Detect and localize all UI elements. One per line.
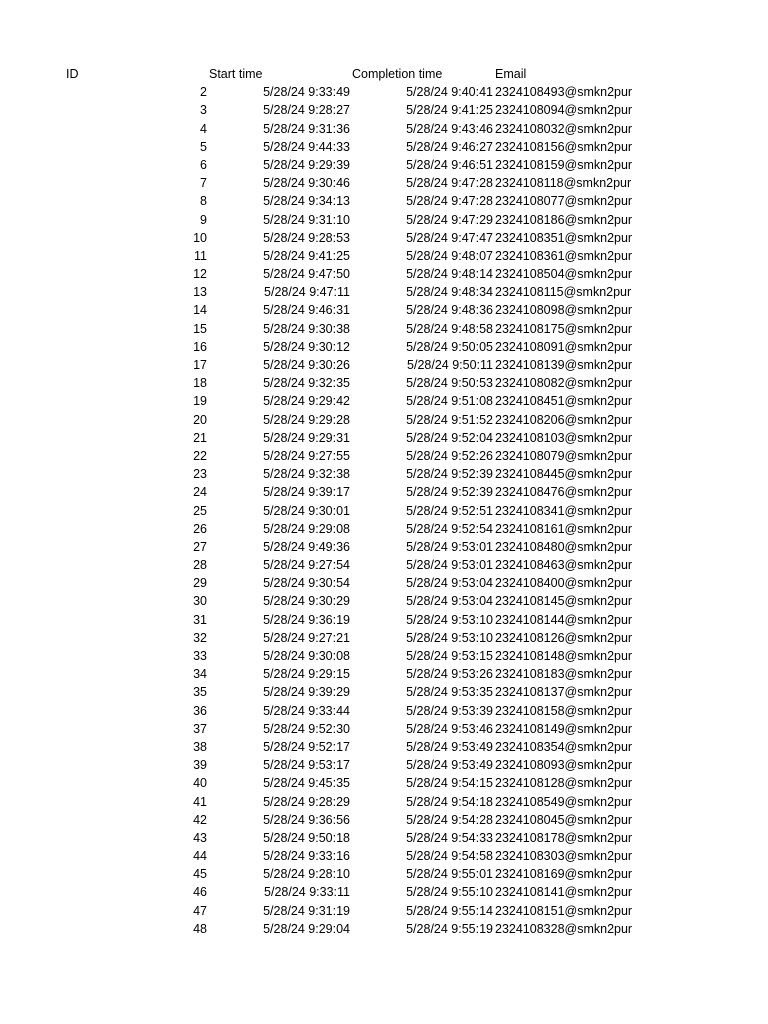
- cell-start-time: 5/28/24 9:30:01: [263, 503, 350, 518]
- cell-start-time: 5/28/24 9:39:29: [263, 685, 350, 700]
- cell-id: 28: [193, 558, 207, 573]
- cell-start-time: 5/28/24 9:27:54: [263, 558, 350, 573]
- cell-start-time: 5/28/24 9:52:17: [263, 739, 350, 754]
- table-row: [0, 156, 768, 174]
- cell-start-time: 5/28/24 9:30:08: [263, 649, 350, 663]
- cell-email: 2324108303@smkn2pur: [495, 849, 633, 864]
- table-row: [0, 793, 768, 811]
- cell-id: 21: [193, 430, 207, 445]
- cell-email: 2324108480@smkn2pur: [495, 539, 633, 554]
- cell-email: 2324108079@smkn2pur: [495, 448, 633, 463]
- cell-start-time: 5/28/24 9:28:27: [263, 103, 350, 118]
- cell-completion-time: 5/28/24 9:54:58: [406, 849, 493, 864]
- cell-id: 22: [193, 448, 207, 463]
- table-row: [0, 265, 768, 283]
- cell-start-time: 5/28/24 9:36:19: [263, 612, 350, 627]
- cell-id: 34: [193, 667, 207, 682]
- cell-email: 2324108082@smkn2pur: [495, 376, 633, 391]
- cell-completion-time: 5/28/24 9:46:27: [406, 139, 493, 154]
- cell-start-time: 5/28/24 9:33:11: [264, 885, 350, 900]
- header-row: [0, 65, 768, 83]
- cell-completion-time: 5/28/24 9:47:29: [406, 212, 493, 227]
- cell-start-time: 5/28/24 9:32:35: [263, 376, 350, 391]
- table-row: [0, 356, 768, 374]
- cell-id: 29: [193, 576, 207, 591]
- cell-email: 2324108493@smkn2pur: [495, 85, 633, 100]
- table-row: [0, 883, 768, 901]
- cell-start-time: 5/28/24 9:47:11: [264, 285, 350, 300]
- cell-completion-time: 5/28/24 9:53:15: [406, 649, 493, 663]
- cell-email: 2324108178@smkn2pur: [495, 830, 633, 845]
- table-row: [0, 429, 768, 447]
- cell-completion-time: 5/28/24 9:53:04: [406, 594, 493, 609]
- cell-id: 12: [193, 267, 207, 282]
- cell-id: 46: [193, 885, 207, 900]
- cell-email: 2324108093@smkn2pur: [495, 758, 633, 773]
- table-row: [0, 829, 768, 847]
- cell-start-time: 5/28/24 9:49:36: [263, 539, 350, 554]
- cell-start-time: 5/28/24 9:31:19: [263, 903, 350, 918]
- cell-id: 32: [193, 630, 207, 645]
- cell-email: 2324108158@smkn2pur: [495, 703, 633, 718]
- cell-email: 2324108361@smkn2pur: [495, 248, 633, 263]
- table-row: [0, 392, 768, 410]
- cell-start-time: 5/28/24 9:34:13: [263, 194, 350, 209]
- cell-id: 8: [200, 194, 207, 209]
- table-row: [0, 502, 768, 520]
- cell-email: 2324108118@smkn2pur: [495, 176, 632, 191]
- cell-id: 9: [200, 212, 207, 227]
- table-row: [0, 301, 768, 319]
- cell-email: 2324108091@smkn2pur: [495, 339, 633, 354]
- cell-completion-time: 5/28/24 9:50:05: [406, 339, 493, 354]
- cell-email: 2324108045@smkn2pur: [495, 812, 633, 827]
- cell-id: 18: [193, 376, 207, 391]
- cell-id: 11: [194, 248, 207, 263]
- cell-completion-time: 5/28/24 9:54:18: [406, 794, 493, 809]
- cell-completion-time: 5/28/24 9:55:14: [406, 903, 493, 918]
- cell-completion-time: 5/28/24 9:52:04: [406, 430, 493, 445]
- cell-email: 2324108115@smkn2pur: [495, 285, 632, 300]
- header-start-time: Start time: [209, 67, 263, 81]
- cell-completion-time: 5/28/24 9:48:07: [406, 248, 493, 263]
- cell-start-time: 5/28/24 9:30:46: [263, 176, 350, 191]
- table-row: [0, 83, 768, 101]
- cell-id: 26: [193, 521, 207, 536]
- cell-start-time: 5/28/24 9:46:31: [263, 303, 350, 318]
- table-row: [0, 283, 768, 301]
- cell-id: 39: [193, 758, 207, 773]
- cell-start-time: 5/28/24 9:44:33: [263, 139, 350, 154]
- cell-id: 45: [193, 867, 207, 882]
- cell-completion-time: 5/28/24 9:40:41: [406, 85, 493, 100]
- cell-id: 30: [193, 594, 207, 609]
- cell-id: 38: [193, 739, 207, 754]
- cell-completion-time: 5/28/24 9:53:49: [406, 758, 493, 773]
- cell-completion-time: 5/28/24 9:51:52: [406, 412, 493, 427]
- cell-email: 2324108169@smkn2pur: [495, 867, 633, 882]
- cell-id: 47: [193, 903, 207, 918]
- cell-email: 2324108144@smkn2pur: [495, 612, 633, 627]
- cell-start-time: 5/28/24 9:45:35: [263, 776, 350, 791]
- cell-email: 2324108149@smkn2pur: [495, 721, 633, 736]
- cell-email: 2324108549@smkn2pur: [495, 794, 633, 809]
- cell-completion-time: 5/28/24 9:52:26: [406, 448, 493, 463]
- cell-completion-time: 5/28/24 9:48:58: [406, 321, 493, 336]
- table-row: [0, 320, 768, 338]
- cell-completion-time: 5/28/24 9:52:51: [406, 503, 493, 518]
- cell-email: 2324108206@smkn2pur: [495, 412, 633, 427]
- cell-id: 20: [193, 412, 207, 427]
- cell-email: 2324108183@smkn2pur: [495, 667, 633, 682]
- table-row: [0, 174, 768, 192]
- cell-email: 2324108148@smkn2pur: [495, 649, 633, 663]
- cell-id: 43: [193, 830, 207, 845]
- cell-completion-time: 5/28/24 9:48:14: [406, 267, 493, 282]
- table-row: [0, 247, 768, 265]
- table-row: [0, 447, 768, 465]
- cell-id: 48: [193, 921, 207, 936]
- cell-email: 2324108451@smkn2pur: [495, 394, 633, 409]
- cell-completion-time: 5/28/24 9:52:39: [406, 485, 493, 500]
- cell-completion-time: 5/28/24 9:54:15: [406, 776, 493, 791]
- cell-id: 15: [193, 321, 207, 336]
- cell-start-time: 5/28/24 9:39:17: [263, 485, 350, 500]
- cell-start-time: 5/28/24 9:31:10: [263, 212, 350, 227]
- cell-id: 27: [193, 539, 207, 554]
- cell-start-time: 5/28/24 9:29:04: [263, 921, 350, 936]
- table-row: [0, 920, 768, 938]
- cell-id: 25: [193, 503, 207, 518]
- cell-id: 16: [193, 339, 207, 354]
- cell-email: 2324108354@smkn2pur: [495, 739, 633, 754]
- cell-completion-time: 5/28/24 9:50:53: [406, 376, 493, 391]
- cell-id: 4: [200, 121, 207, 136]
- cell-id: 44: [193, 849, 207, 864]
- cell-completion-time: 5/28/24 9:48:36: [406, 303, 493, 318]
- cell-completion-time: 5/28/24 9:53:46: [406, 721, 493, 736]
- cell-completion-time: 5/28/24 9:53:01: [406, 539, 493, 554]
- table-row: [0, 756, 768, 774]
- header-email: Email: [495, 67, 527, 81]
- cell-start-time: 5/28/24 9:28:53: [263, 230, 350, 245]
- table-row: [0, 847, 768, 865]
- cell-email: 2324108156@smkn2pur: [495, 139, 633, 154]
- cell-completion-time: 5/28/24 9:53:10: [406, 630, 493, 645]
- cell-start-time: 5/28/24 9:29:15: [263, 667, 350, 682]
- cell-id: 40: [193, 776, 207, 791]
- cell-start-time: 5/28/24 9:28:29: [263, 794, 350, 809]
- cell-email: 2324108077@smkn2pur: [495, 194, 633, 209]
- cell-email: 2324108161@smkn2pur: [495, 521, 633, 536]
- cell-start-time: 5/28/24 9:30:26: [263, 358, 350, 372]
- table-row: [0, 702, 768, 720]
- cell-completion-time: 5/28/24 9:53:10: [406, 612, 493, 627]
- table-row: [0, 338, 768, 356]
- table-row: [0, 465, 768, 483]
- cell-id: 24: [193, 485, 207, 500]
- cell-id: 2: [200, 85, 207, 100]
- table-row: [0, 647, 768, 665]
- table-row: [0, 629, 768, 647]
- table-row: [0, 374, 768, 392]
- cell-completion-time: 5/28/24 9:53:39: [406, 703, 493, 718]
- cell-completion-time: 5/28/24 9:48:34: [406, 285, 493, 300]
- table-row: [0, 138, 768, 156]
- cell-completion-time: 5/28/24 9:54:33: [406, 830, 493, 845]
- cell-start-time: 5/28/24 9:29:28: [263, 412, 350, 427]
- table-row: [0, 774, 768, 792]
- cell-start-time: 5/28/24 9:33:16: [263, 849, 350, 864]
- cell-email: 2324108094@smkn2pur: [495, 103, 633, 118]
- table-row: [0, 120, 768, 138]
- header-completion-time: Completion time: [352, 67, 443, 81]
- table-row: [0, 483, 768, 501]
- table-row: [0, 720, 768, 738]
- table-row: [0, 538, 768, 556]
- cell-email: 2324108186@smkn2pur: [495, 212, 633, 227]
- table-row: [0, 192, 768, 210]
- cell-id: 37: [193, 721, 207, 736]
- cell-completion-time: 5/28/24 9:51:08: [406, 394, 493, 409]
- cell-id: 42: [193, 812, 207, 827]
- header-id: ID: [66, 67, 79, 81]
- table-row: [0, 665, 768, 683]
- table-row: [0, 411, 768, 429]
- cell-start-time: 5/28/24 9:29:39: [263, 157, 350, 172]
- cell-start-time: 5/28/24 9:27:55: [263, 448, 350, 463]
- table-row: [0, 738, 768, 756]
- spreadsheet-table: [0, 65, 768, 938]
- cell-completion-time: 5/28/24 9:52:39: [406, 467, 493, 482]
- cell-start-time: 5/28/24 9:32:38: [263, 467, 350, 482]
- cell-email: 2324108504@smkn2pur: [495, 267, 633, 282]
- cell-start-time: 5/28/24 9:47:50: [263, 267, 350, 282]
- cell-completion-time: 5/28/24 9:43:46: [406, 121, 493, 136]
- cell-email: 2324108137@smkn2pur: [495, 685, 633, 700]
- cell-completion-time: 5/28/24 9:53:35: [406, 685, 493, 700]
- table-row: [0, 520, 768, 538]
- cell-id: 35: [193, 685, 207, 700]
- cell-start-time: 5/28/24 9:36:56: [263, 812, 350, 827]
- cell-start-time: 5/28/24 9:29:08: [263, 521, 350, 536]
- cell-id: 23: [193, 467, 207, 482]
- table-row: [0, 811, 768, 829]
- cell-id: 3: [200, 103, 207, 118]
- cell-id: 41: [193, 794, 207, 809]
- cell-id: 31: [193, 612, 207, 627]
- cell-id: 13: [193, 285, 207, 300]
- cell-completion-time: 5/28/24 9:53:04: [406, 576, 493, 591]
- cell-completion-time: 5/28/24 9:47:47: [406, 230, 493, 245]
- cell-start-time: 5/28/24 9:50:18: [263, 830, 350, 845]
- cell-email: 2324108463@smkn2pur: [495, 558, 633, 573]
- cell-id: 33: [193, 649, 207, 663]
- cell-completion-time: 5/28/24 9:47:28: [406, 176, 493, 191]
- cell-email: 2324108351@smkn2pur: [495, 230, 633, 245]
- cell-email: 2324108175@smkn2pur: [495, 321, 633, 336]
- table-row: [0, 211, 768, 229]
- cell-start-time: 5/28/24 9:30:38: [263, 321, 350, 336]
- table-row: [0, 611, 768, 629]
- cell-start-time: 5/28/24 9:27:21: [263, 630, 350, 645]
- table-row: [0, 902, 768, 920]
- cell-email: 2324108400@smkn2pur: [495, 576, 633, 591]
- cell-completion-time: 5/28/24 9:55:01: [406, 867, 493, 882]
- cell-completion-time: 5/28/24 9:53:49: [406, 739, 493, 754]
- cell-id: 36: [193, 703, 207, 718]
- cell-email: 2324108126@smkn2pur: [495, 630, 633, 645]
- table-row: [0, 574, 768, 592]
- cell-email: 2324108341@smkn2pur: [495, 503, 633, 518]
- cell-start-time: 5/28/24 9:30:12: [263, 339, 350, 354]
- cell-start-time: 5/28/24 9:29:31: [263, 430, 350, 445]
- cell-start-time: 5/28/24 9:30:29: [263, 594, 350, 609]
- cell-email: 2324108103@smkn2pur: [495, 430, 633, 445]
- cell-start-time: 5/28/24 9:28:10: [263, 867, 350, 882]
- cell-id: 6: [200, 157, 207, 172]
- cell-start-time: 5/28/24 9:52:30: [263, 721, 350, 736]
- cell-start-time: 5/28/24 9:33:44: [263, 703, 350, 718]
- cell-completion-time: 5/28/24 9:52:54: [406, 521, 493, 536]
- cell-email: 2324108141@smkn2pur: [495, 885, 633, 900]
- table-row: [0, 229, 768, 247]
- cell-email: 2324108098@smkn2pur: [495, 303, 633, 318]
- cell-email: 2324108328@smkn2pur: [495, 921, 633, 936]
- table-row: [0, 556, 768, 574]
- cell-email: 2324108151@smkn2pur: [495, 903, 633, 918]
- cell-completion-time: 5/28/24 9:55:10: [406, 885, 493, 900]
- cell-email: 2324108139@smkn2pur: [495, 358, 633, 372]
- table-row: [0, 683, 768, 701]
- table-row: [0, 592, 768, 610]
- cell-completion-time: 5/28/24 9:53:26: [406, 667, 493, 682]
- cell-completion-time: 5/28/24 9:54:28: [406, 812, 493, 827]
- cell-start-time: 5/28/24 9:30:54: [263, 576, 350, 591]
- cell-email: 2324108032@smkn2pur: [495, 121, 633, 136]
- cell-id: 17: [193, 358, 207, 372]
- cell-start-time: 5/28/24 9:33:49: [263, 85, 350, 100]
- cell-start-time: 5/28/24 9:53:17: [263, 758, 350, 773]
- cell-email: 2324108145@smkn2pur: [495, 594, 633, 609]
- cell-id: 19: [193, 394, 207, 409]
- table-row: [0, 865, 768, 883]
- cell-completion-time: 5/28/24 9:41:25: [406, 103, 493, 118]
- cell-email: 2324108128@smkn2pur: [495, 776, 633, 791]
- cell-start-time: 5/28/24 9:41:25: [263, 248, 350, 263]
- table-row: [0, 101, 768, 119]
- cell-completion-time: 5/28/24 9:50:11: [407, 358, 493, 372]
- cell-id: 14: [193, 303, 207, 318]
- cell-start-time: 5/28/24 9:29:42: [263, 394, 350, 409]
- cell-id: 5: [200, 139, 207, 154]
- cell-id: 10: [193, 230, 207, 245]
- cell-email: 2324108445@smkn2pur: [495, 467, 633, 482]
- cell-completion-time: 5/28/24 9:46:51: [406, 157, 493, 172]
- cell-email: 2324108159@smkn2pur: [495, 157, 633, 172]
- cell-email: 2324108476@smkn2pur: [495, 485, 633, 500]
- cell-start-time: 5/28/24 9:31:36: [263, 121, 350, 136]
- table-body: [0, 83, 768, 938]
- cell-completion-time: 5/28/24 9:47:28: [406, 194, 493, 209]
- cell-id: 7: [200, 176, 207, 191]
- cell-completion-time: 5/28/24 9:55:19: [406, 921, 493, 936]
- cell-completion-time: 5/28/24 9:53:01: [406, 558, 493, 573]
